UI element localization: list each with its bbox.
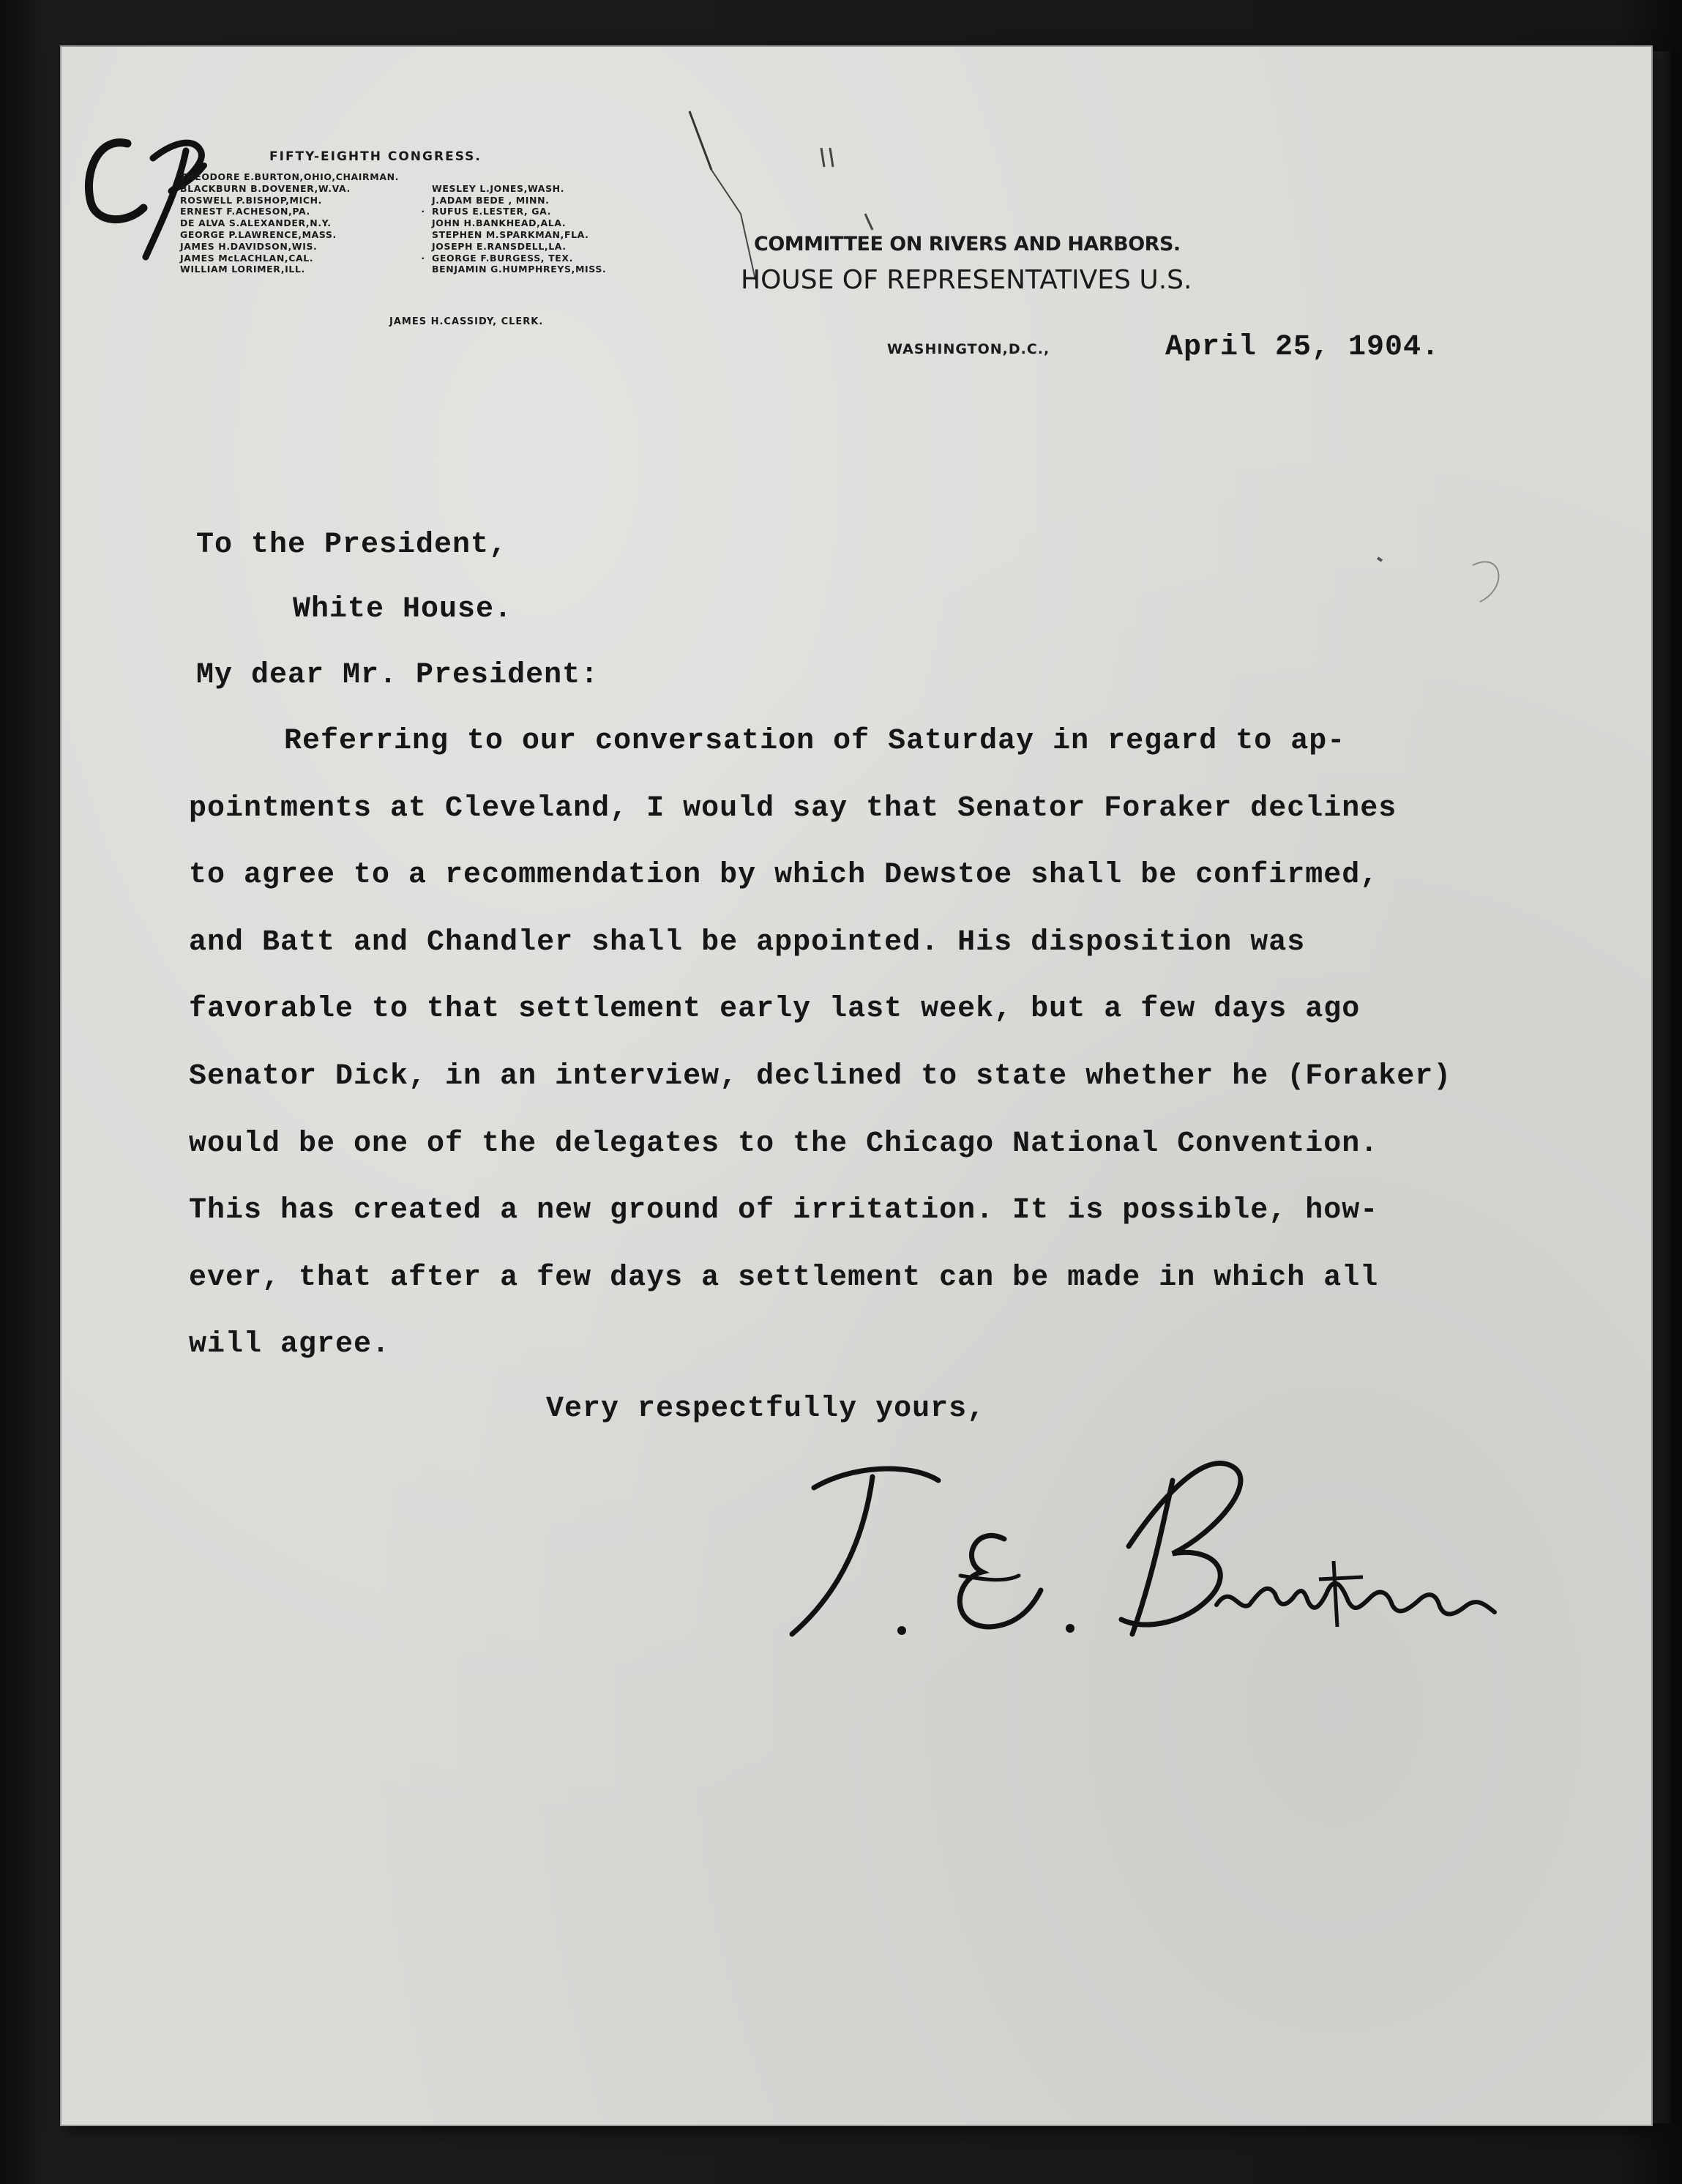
committee-members-list bbox=[180, 171, 780, 275]
member-row: JAMES H.DAVIDSON,WIS. JOSEPH E.RANSDELL,LA. bbox=[180, 240, 567, 252]
member-row: THEODORE E.BURTON,OHIO,CHAIRMAN. bbox=[180, 171, 400, 182]
body-line: ever, that after a few days a settlement can be made in which all bbox=[189, 1261, 1379, 1294]
pencil-mark bbox=[1363, 543, 1509, 631]
body-line: would be one of the delegates to the Chicago National Convention. bbox=[189, 1127, 1379, 1160]
body-line: Senator Dick, in an interview, declined to state whether he (Foraker) bbox=[189, 1059, 1452, 1093]
letter-date: April 25, 1904. bbox=[1165, 331, 1440, 364]
letter-page bbox=[60, 45, 1653, 2126]
house-name: HOUSE OF REPRESENTATIVES U.S. bbox=[741, 265, 1192, 295]
body-line: and Batt and Chandler shall be appointed. His disposition was bbox=[189, 925, 1306, 959]
member-row: DE ALVA S.ALEXANDER,N.Y. JOHN H.BANKHEAD,ALA. bbox=[180, 217, 567, 229]
letter-place: WASHINGTON,D.C., bbox=[887, 341, 1050, 357]
member-row: WILLIAM LORIMER,ILL. BENJAMIN G.HUMPHREYS,MISS. bbox=[180, 264, 607, 275]
greeting: My dear Mr. President: bbox=[196, 659, 599, 692]
recipient-line: To the President, bbox=[196, 529, 508, 562]
handwritten-signature bbox=[763, 1436, 1553, 1685]
member-row: JAMES McLACHLAN,CAL. · GEORGE F.BURGESS, TEX. bbox=[180, 252, 573, 264]
congress-title: FIFTY-EIGHTH CONGRESS. bbox=[269, 149, 482, 164]
recipient-address: White House. bbox=[293, 593, 513, 626]
member-row: ROSWELL P.BISHOP,MICH. J.ADAM BEDE , MINN. bbox=[180, 194, 550, 206]
member-row: ERNEST F.ACHESON,PA. · RUFUS E.LESTER, GA. bbox=[180, 206, 551, 217]
member-row: BLACKBURN B.DOVENER,W.VA. WESLEY L.JONES,WASH. bbox=[180, 182, 565, 194]
body-line: to agree to a recommendation by which Dewstoe shall be confirmed, bbox=[189, 859, 1379, 892]
body-line: Referring to our conversation of Saturday in regard to ap- bbox=[284, 725, 1346, 758]
committee-name: COMMITTEE ON RIVERS AND HARBORS. bbox=[754, 233, 1181, 256]
body-line: favorable to that settlement early last week, but a few days ago bbox=[189, 993, 1361, 1026]
body-line: will agree. bbox=[189, 1328, 391, 1362]
letter-body bbox=[189, 725, 1616, 1395]
clerk-name: JAMES H.CASSIDY, CLERK. bbox=[389, 316, 544, 327]
body-line: This has created a new ground of irritation. It is possible, how- bbox=[189, 1194, 1379, 1228]
closing-line: Very respectfully yours, bbox=[546, 1393, 986, 1425]
member-row: GEORGE P.LAWRENCE,MASS. STEPHEN M.SPARKMAN,FLA. bbox=[180, 228, 589, 240]
body-line: pointments at Cleveland, I would say that Senator Foraker declines bbox=[189, 791, 1397, 825]
